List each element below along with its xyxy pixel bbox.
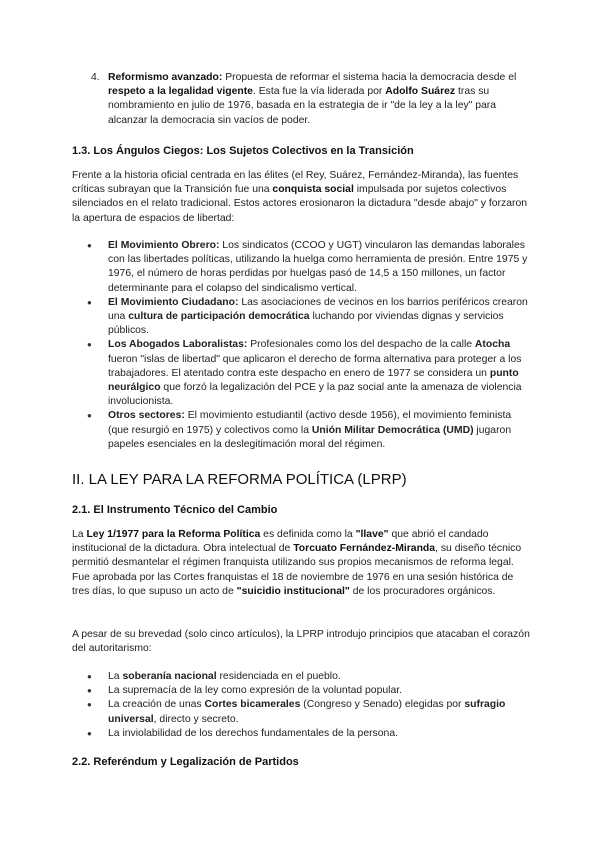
text: que forzó la legalización del PCE y la paz social ante la amenaza de violencia involucionista. <box>108 382 522 408</box>
list-item: ● La inviolabilidad de los derechos fundamentales de la persona. <box>72 727 530 741</box>
text: fueron "islas de libertad" que aplicaron el derecho de forma alternativa para proteger a los trabajadores. El atentado contra este despacho en enero de 1977 se considera un <box>108 353 522 379</box>
bold-term: Otros sectores: <box>108 410 185 422</box>
bold-term: respeto a la legalidad vigente <box>108 86 253 98</box>
paragraph: A pesar de su brevedad (solo cinco artículos), la LPRP introdujo principios que atacaban el corazón del autoritarismo: <box>72 629 530 655</box>
bold-term: Atocha <box>474 339 511 351</box>
bullet-list-principios <box>72 670 530 741</box>
text: El movimiento estudiantil (activo desde 1956), el movimiento feminista (que resurgió en 1975) y colectivos como la <box>108 410 512 436</box>
text: . Esta fue la vía liderada por <box>252 86 386 98</box>
text: residenciada en el pueblo. <box>216 671 341 682</box>
text: tras su nombramiento en julio de 1976, basada en la estrategia de ir "de la ley a la ley" para alcanzar la democracia sin vacíos de poder. <box>108 86 497 126</box>
bold-term: El Movimiento Ciudadano: <box>108 296 239 308</box>
text: luchando por viviendas dignas y servicios públicos. <box>108 311 504 337</box>
bold-term: "suicidio institucional" <box>236 585 350 597</box>
text: Los sindicatos (CCOO y UGT) vincularon las demandas laborales con las libertades políticas, utilizando la huelga como herramienta de presión. Entre 1975 y 1976, el número de horas perdidas por huelgas pasó de 14,5 a 150 millones, un factor determinante para el colapso del sindicalismo vertical. <box>108 240 528 294</box>
bold-term: Adolfo Suárez <box>385 86 456 98</box>
list-number: 4. <box>91 72 100 83</box>
text: , directo y secreto. <box>153 713 239 725</box>
bold-term: cultura de participación democrática <box>128 311 310 323</box>
text: de los procuradores orgánicos. <box>349 585 496 597</box>
list-item <box>72 338 530 409</box>
section-heading-2-1: 2.1. El Instrumento Técnico del Cambio <box>72 504 278 516</box>
text: impulsada por sujetos colectivos silenciados en el relato tradicional. Estos actores erosionaron la dictadura "desde abajo" y forzaron la apertura de espacios de libertad: <box>72 184 528 224</box>
text: (Congreso y Senado) elegidas por <box>300 699 465 711</box>
bold-term: El Movimiento Obrero: <box>108 240 220 251</box>
bullet-list-sujetos <box>72 239 530 452</box>
list-item-reformismo <box>108 71 530 128</box>
text: que abrió el candado institucional de la dictadura. Obra intelectual de <box>72 529 489 555</box>
bold-term: soberanía nacional <box>122 671 217 682</box>
text: Propuesta de reformar el sistema hacia la democracia desde el <box>222 72 517 83</box>
bold-term: punto neurálgico <box>108 367 519 394</box>
list-item: ● La supremacía de la ley como expresión de la voluntad popular. <box>72 684 530 698</box>
text: es definida como la <box>260 529 356 540</box>
text: Profesionales como los del despacho de la calle <box>247 339 475 351</box>
bold-term: Los Abogados Laboralistas: <box>108 339 248 351</box>
list-item <box>72 409 530 452</box>
text: , su diseño técnico permitió desmantelar el régimen franquista utilizando sus propios mecanismos de reforma legal. Fue aprobada por las Cortes franquistas el 18 de noviembre de 1976 en una sesión histórica de tres días, lo que supuso un acto de <box>72 543 522 597</box>
bold-term: Torcuato Fernández-Miranda <box>293 543 436 555</box>
bold-term: Unión Militar Democrática (UMD) <box>311 424 474 436</box>
text: La creación de unas <box>108 699 205 711</box>
text: jugaron papeles esenciales en la deslegitimación moral del régimen. <box>108 424 512 450</box>
paragraph <box>72 528 530 599</box>
text: Las asociaciones de vecinos en los barrios periféricos crearon una <box>108 296 528 323</box>
bold-term: Cortes bicamerales <box>204 699 301 711</box>
section-heading-II: II. LA LEY PARA LA REFORMA POLÍTICA (LPRP) <box>72 471 407 488</box>
bold-term: Reformismo avanzado: <box>108 72 223 83</box>
section-heading-2-2: 2.2. Referéndum y Legalización de Partidos <box>72 756 299 768</box>
bold-term: conquista social <box>272 184 354 196</box>
list-item <box>72 698 530 726</box>
paragraph <box>72 169 530 226</box>
list-item <box>72 239 530 296</box>
bold-term: Ley 1/1977 para la Reforma Política <box>86 529 261 540</box>
section-heading-1-3: 1.3. Los Ángulos Ciegos: Los Sujetos Colectivos en la Transición <box>72 145 414 157</box>
list-item <box>72 296 530 339</box>
bold-term: "llave" <box>355 529 389 540</box>
bold-term: sufragio universal <box>108 699 506 725</box>
text: La <box>72 529 87 540</box>
text: La <box>108 671 123 682</box>
list-item <box>72 670 530 684</box>
text: Frente a la historia oficial centrada en las élites (el Rey, Suárez, Fernández-Miranda), las fuentes críticas subrayan que la Transición fue una <box>72 170 519 196</box>
